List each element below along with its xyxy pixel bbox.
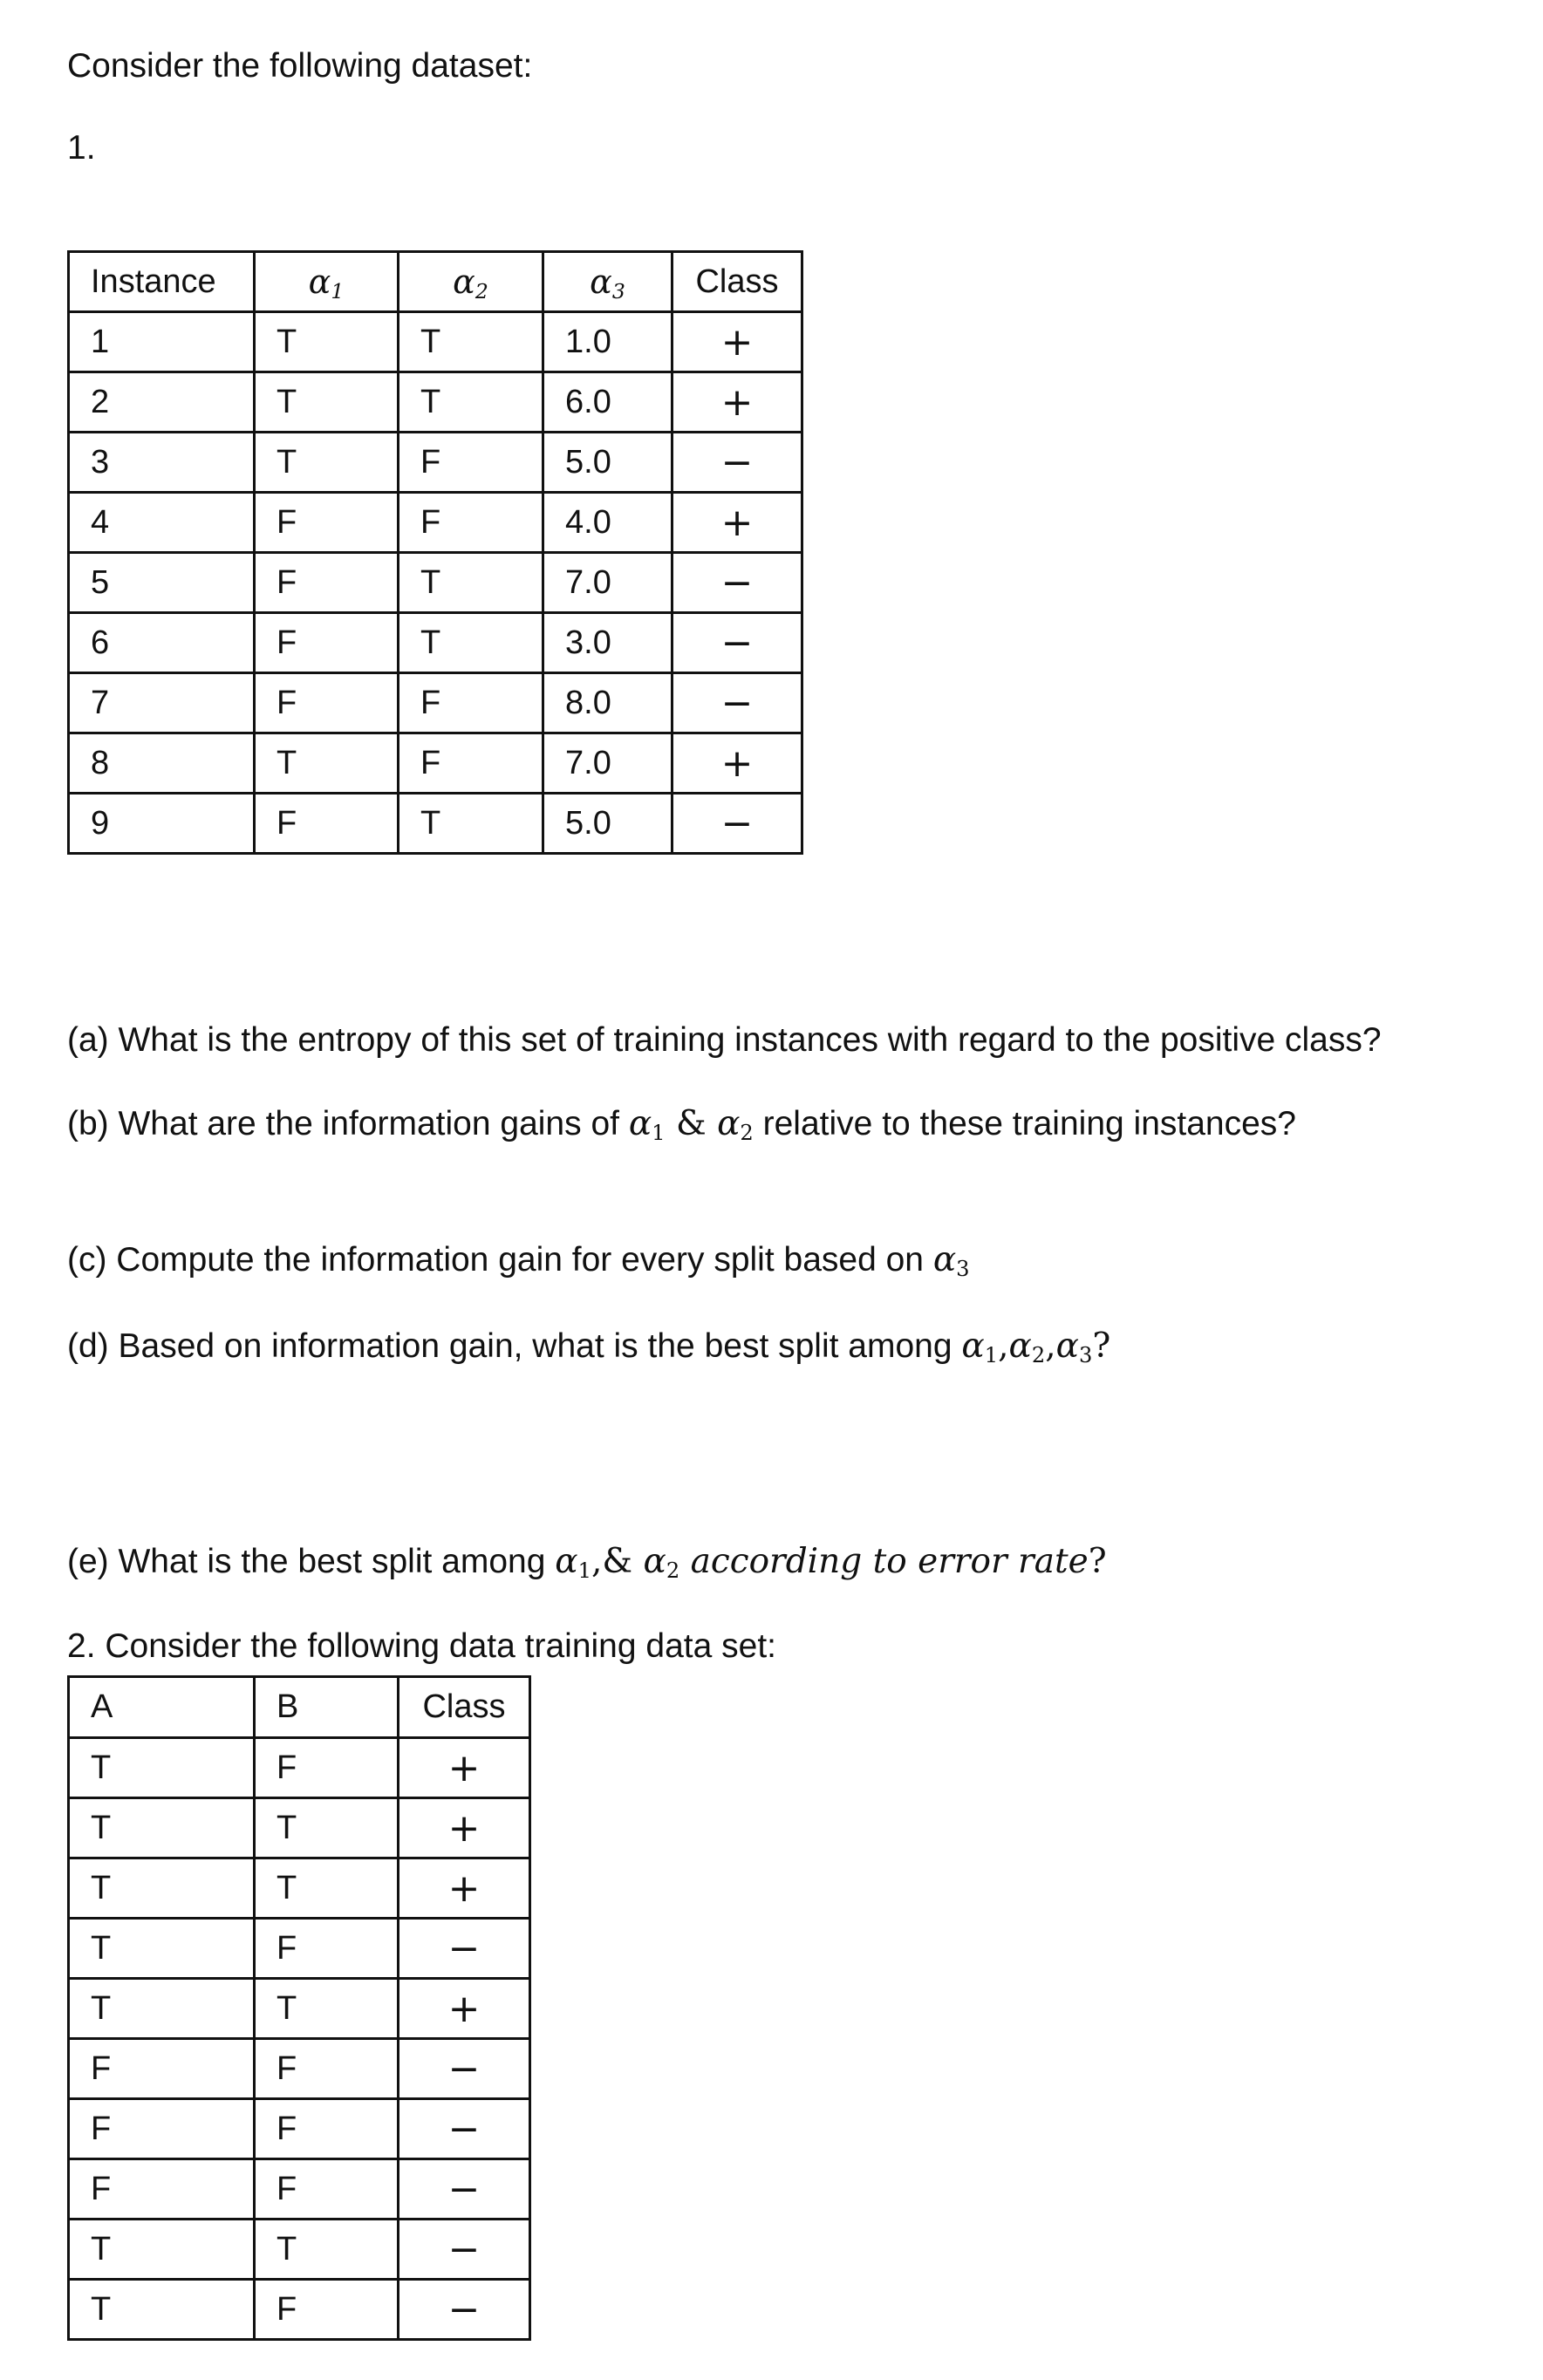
cell-class: − [673, 794, 802, 854]
table-row [69, 1979, 530, 2039]
cell-alpha-2: F [399, 673, 543, 733]
cell-a: T [69, 1858, 255, 1919]
cell-instance: 2 [69, 372, 255, 433]
header-alpha-2: $\alpha_2$ [399, 252, 543, 312]
table-row [69, 1798, 530, 1858]
cell-alpha-2: F [399, 433, 543, 493]
cell-class: + [399, 1979, 530, 2039]
question-b: (b) What are the information gains of $\alpha_1$ & $\alpha_2$ relative to these training instances? [67, 1104, 1296, 1146]
cell-class: − [673, 553, 802, 613]
cell-instance: 3 [69, 433, 255, 493]
header-class: Class [399, 1677, 530, 1738]
question-1-number: 1. [67, 129, 96, 167]
dataset-table-2 [67, 1675, 531, 2341]
table-row [69, 1919, 530, 1979]
cell-class: + [673, 372, 802, 433]
cell-instance: 6 [69, 613, 255, 673]
cell-a: T [69, 1979, 255, 2039]
question-c: (c) Compute the information gain for every split based on $\alpha_3$ [67, 1240, 970, 1282]
cell-a: F [69, 2159, 255, 2220]
cell-class: + [399, 1858, 530, 1919]
cell-class: − [399, 1919, 530, 1979]
table-row [69, 2039, 530, 2099]
table-row [69, 673, 802, 733]
question-2-title: 2. Consider the following data training data set: [67, 1627, 777, 1665]
cell-alpha-2: T [399, 613, 543, 673]
table-row [69, 553, 802, 613]
cell-a: T [69, 1738, 255, 1798]
cell-b: T [255, 1979, 399, 2039]
cell-class: − [673, 433, 802, 493]
cell-alpha-3: 7.0 [543, 553, 673, 613]
question-d: (d) Based on information gain, what is the best split among $\alpha_1,\alpha_2,\alpha_3$? [67, 1326, 1111, 1368]
cell-alpha-3: 4.0 [543, 493, 673, 553]
cell-alpha-3: 3.0 [543, 613, 673, 673]
cell-class: − [399, 2220, 530, 2280]
cell-a: F [69, 2099, 255, 2159]
cell-b: F [255, 2280, 399, 2340]
header-alpha-1: $\alpha_1$ [255, 252, 399, 312]
cell-instance: 5 [69, 553, 255, 613]
table-row [69, 2280, 530, 2340]
cell-a: T [69, 1798, 255, 1858]
cell-alpha-1: F [255, 673, 399, 733]
cell-class: − [399, 2099, 530, 2159]
cell-alpha-1: T [255, 372, 399, 433]
cell-alpha-2: T [399, 553, 543, 613]
cell-instance: 8 [69, 733, 255, 794]
cell-class: − [673, 673, 802, 733]
cell-alpha-3: 1.0 [543, 312, 673, 372]
question-a: (a) What is the entropy of this set of training instances with regard to the positive class? [67, 1021, 1382, 1059]
question-e: (e) What is the best split among $\alpha_1,\&$ $\alpha_2$ according to error rate? [67, 1542, 1107, 1584]
header-a: A [69, 1677, 255, 1738]
cell-alpha-1: F [255, 613, 399, 673]
cell-instance: 4 [69, 493, 255, 553]
table-header-row [69, 1677, 530, 1738]
cell-class: − [399, 2039, 530, 2099]
table-row [69, 794, 802, 854]
cell-alpha-1: F [255, 794, 399, 854]
cell-instance: 1 [69, 312, 255, 372]
cell-b: F [255, 2099, 399, 2159]
cell-b: F [255, 2039, 399, 2099]
table-row [69, 2159, 530, 2220]
table-row [69, 1738, 530, 1798]
cell-b: T [255, 1798, 399, 1858]
cell-alpha-1: T [255, 312, 399, 372]
cell-a: T [69, 1919, 255, 1979]
header-class: Class [673, 252, 802, 312]
cell-a: T [69, 2220, 255, 2280]
cell-class: + [673, 493, 802, 553]
cell-class: − [673, 613, 802, 673]
cell-class: + [399, 1738, 530, 1798]
cell-alpha-3: 6.0 [543, 372, 673, 433]
cell-b: F [255, 1919, 399, 1979]
header-alpha-3: $\alpha_3$ [543, 252, 673, 312]
cell-instance: 7 [69, 673, 255, 733]
cell-alpha-2: T [399, 794, 543, 854]
cell-alpha-2: F [399, 733, 543, 794]
cell-class: − [399, 2159, 530, 2220]
header-instance: Instance [69, 252, 255, 312]
cell-alpha-1: T [255, 433, 399, 493]
cell-alpha-3: 7.0 [543, 733, 673, 794]
cell-alpha-2: T [399, 372, 543, 433]
cell-alpha-2: F [399, 493, 543, 553]
cell-b: F [255, 1738, 399, 1798]
table-row [69, 2220, 530, 2280]
cell-alpha-2: T [399, 312, 543, 372]
cell-alpha-3: 8.0 [543, 673, 673, 733]
cell-b: T [255, 2220, 399, 2280]
cell-instance: 9 [69, 794, 255, 854]
cell-class: − [399, 2280, 530, 2340]
cell-a: F [69, 2039, 255, 2099]
dataset-table-1 [67, 250, 803, 855]
table-row [69, 372, 802, 433]
cell-alpha-3: 5.0 [543, 433, 673, 493]
cell-b: T [255, 1858, 399, 1919]
cell-class: + [673, 312, 802, 372]
table-row [69, 1858, 530, 1919]
cell-alpha-1: F [255, 553, 399, 613]
table-row [69, 2099, 530, 2159]
table-row [69, 733, 802, 794]
cell-b: F [255, 2159, 399, 2220]
cell-alpha-1: T [255, 733, 399, 794]
cell-class: + [399, 1798, 530, 1858]
table-row [69, 613, 802, 673]
header-b: B [255, 1677, 399, 1738]
cell-class: + [673, 733, 802, 794]
cell-alpha-3: 5.0 [543, 794, 673, 854]
table-row [69, 433, 802, 493]
cell-alpha-1: F [255, 493, 399, 553]
table-row [69, 312, 802, 372]
table-row [69, 493, 802, 553]
cell-a: T [69, 2280, 255, 2340]
intro-text: Consider the following dataset: [67, 47, 533, 85]
table-header-row [69, 252, 802, 312]
